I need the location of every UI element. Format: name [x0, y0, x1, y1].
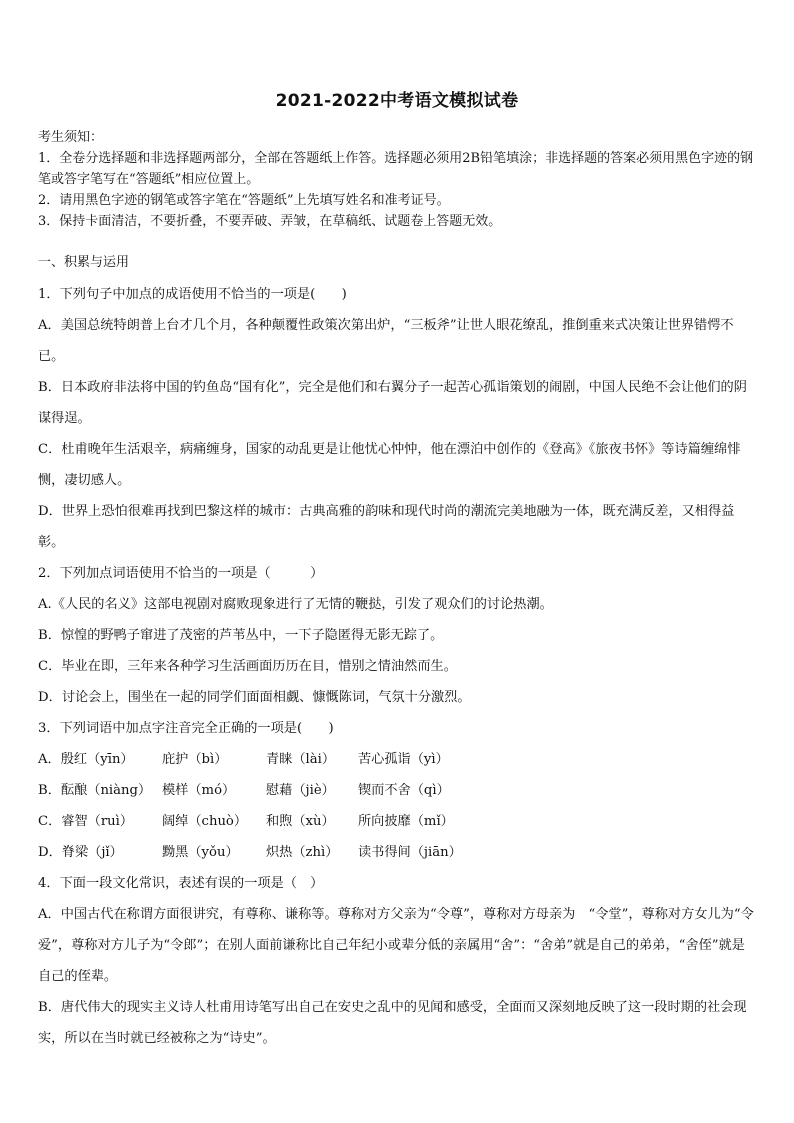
- spacer: [38, 232, 756, 253]
- notice-item-3: 3．保持卡面清洁，不要折叠，不要弄破、弄皱，在草稿纸、试题卷上答题无效。: [38, 214, 502, 229]
- option-term: 庇护（bì）: [162, 752, 228, 767]
- question-3: [38, 713, 756, 868]
- option-term: 苦心孤诣（yì）: [358, 752, 449, 767]
- question-4-stem: 4．下面一段文化常识，表述有误的一项是（ ）: [38, 876, 324, 891]
- question-2: [38, 558, 756, 713]
- option-term: 读书得间（jiān）: [358, 845, 462, 860]
- option-term: 黝黑（yǒu）: [162, 845, 239, 860]
- question-2-stem: 2．下列加点词语使用不恰当的一项是（ ）: [38, 566, 324, 581]
- question-2-option-c: C．毕业在即，三年来各种学习生活画面历历在目，惜别之情油然而生。: [38, 659, 457, 674]
- exam-title: 2021-2022中考语文模拟试卷: [275, 91, 519, 111]
- option-term: 阔绰（chuò）: [162, 814, 248, 829]
- question-3-option-b: [38, 775, 756, 806]
- option-term: D．脊梁（jǐ）: [38, 845, 123, 860]
- question-4-option-b: B．唐代伟大的现实主义诗人杜甫用诗笔写出自己在安史之乱中的见闻和感受，全面而又深刻地反映了这一段时期的社会现实，所以在当时就已经被称之为“诗史”。: [38, 1000, 747, 1046]
- option-term: C．睿智（ruì）: [38, 814, 134, 829]
- option-term: A．殷红（yīn）: [38, 752, 134, 767]
- notice-heading: 考生须知：: [38, 130, 104, 145]
- option-term: 慰藉（jiè）: [266, 783, 335, 798]
- option-term: 锲而不舍（qì）: [358, 783, 450, 798]
- notice-item-1: 1．全卷分选择题和非选择题两部分，全部在答题纸上作答。选择题必须用2B铅笔填涂；非选择题的答案必须用黑色字迹的钢笔或答字笔写在“答题纸”相应位置上。: [38, 151, 754, 187]
- question-1-option-a: A．美国总统特朗普上台才几个月，各种颠覆性政策次第出炉，“三板斧”让世人眼花缭乱，推倒重来式决策让世界错愕不已。: [38, 318, 734, 364]
- question-3-stem: 3．下列词语中加点字注音完全正确的一项是( ): [38, 721, 334, 736]
- question-4-option-a: A．中国古代在称谓方面很讲究，有尊称、谦称等。尊称对方父亲为“令尊”，尊称对方母亲为 “令堂”，尊称对方女儿为“令爱”，尊称对方儿子为“令郎”；在别人面前谦称比自己年纪小或辈分低的亲属用“舍”：“舍弟”就是自己的弟弟，“舍侄”就是自己的侄辈。: [38, 907, 754, 984]
- option-term: 青睐（lài）: [266, 752, 336, 767]
- question-1-option-b: B．日本政府非法将中国的钓鱼岛“国有化”，完全是他们和右翼分子一起苦心孤诣策划的闹剧，中国人民绝不会让他们的阴谋得逞。: [38, 380, 747, 426]
- notice-item-2: 2．请用黑色字迹的钢笔或答字笔在“答题纸”上先填写姓名和准考证号。: [38, 193, 450, 208]
- question-2-option-a: A.《人民的名义》这部电视剧对腐败现象进行了无情的鞭挞，引发了观众们的讨论热潮。: [38, 597, 553, 612]
- option-term: 模样（mó）: [162, 783, 236, 798]
- option-term: B．酝酿（niàng）: [38, 783, 152, 798]
- question-4: [38, 868, 756, 1054]
- question-1-stem: 1．下列句子中加点的成语使用不恰当的一项是( ): [38, 287, 347, 302]
- question-1: [38, 279, 756, 558]
- question-2-option-b: B．惊惶的野鸭子窜进了茂密的芦苇丛中，一下子隐匿得无影无踪了。: [38, 628, 444, 643]
- question-3-option-d: [38, 837, 756, 868]
- option-term: 炽热（zhì）: [266, 845, 339, 860]
- option-term: 所向披靡（mǐ）: [358, 814, 454, 829]
- notice-block: [38, 127, 756, 232]
- option-term: 和煦（xù）: [266, 814, 335, 829]
- section-heading: 一、积累与运用: [38, 255, 130, 270]
- question-1-option-d: D．世界上恐怕很难再找到巴黎这样的城市：古典高雅的韵味和现代时尚的潮流完美地融为一体，既充满反差，又相得益彰。: [38, 504, 735, 550]
- question-3-option-a: [38, 744, 756, 775]
- question-1-option-c: C．杜甫晚年生活艰辛，病痛缠身，国家的动乱更是让他忧心忡忡，他在漂泊中创作的《登高》《旅夜书怀》等诗篇缠绵悱恻，凄切感人。: [38, 442, 741, 488]
- question-3-option-c: [38, 806, 756, 837]
- question-2-option-d: D．讨论会上，围坐在一起的同学们面面相觑、慷慨陈词，气氛十分激烈。: [38, 690, 471, 705]
